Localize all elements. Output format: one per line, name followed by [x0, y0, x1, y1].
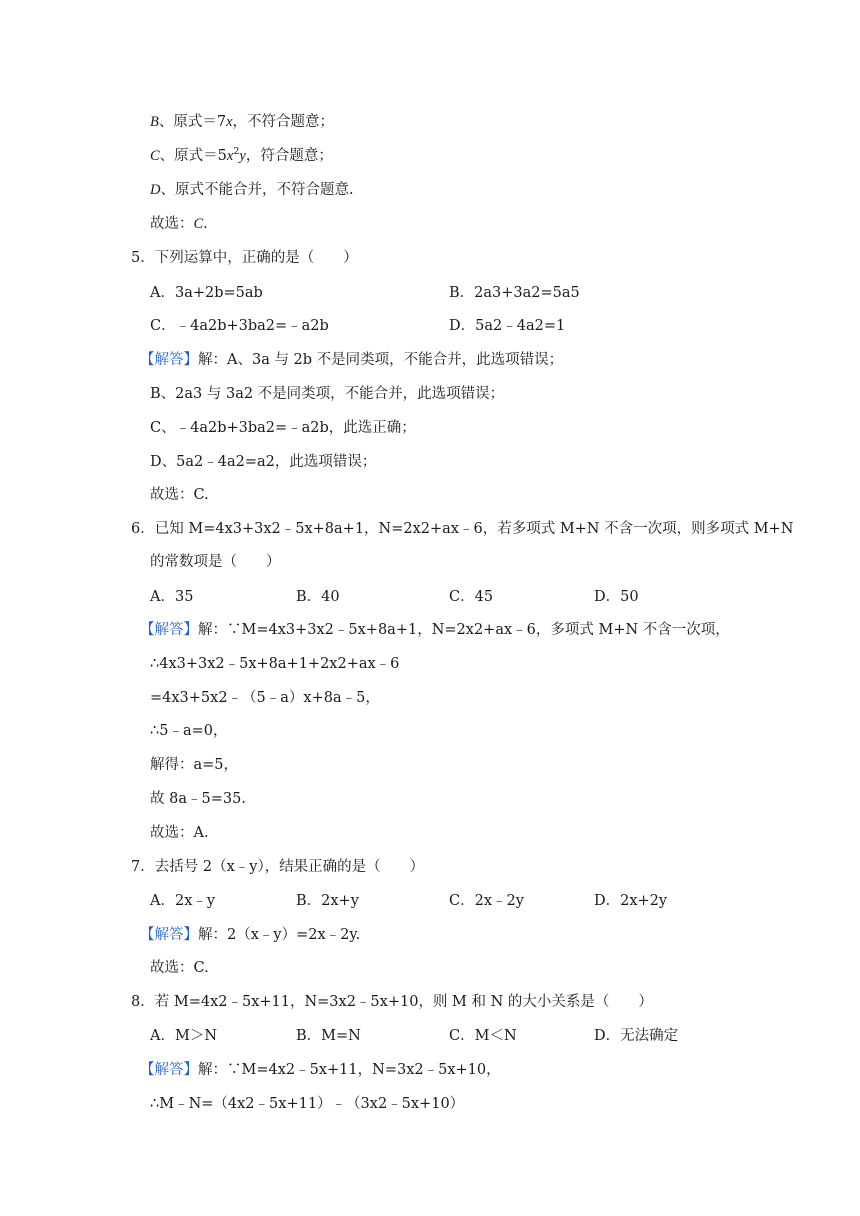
- q5-solution-d: D、5a2﹣4a2=a2，此选项错误；: [150, 454, 377, 470]
- q6-option-b: B．40: [296, 589, 340, 605]
- q4-answer: 故选：C.: [150, 216, 208, 232]
- q8-option-b: B．M=N: [296, 1028, 361, 1044]
- q6-stem-line1: 6．已知 M=4x3+3x2﹣5x+8a+1，N=2x2+ax﹣6，若多项式 M+N 不含一次项，则多项式 M+N: [131, 521, 794, 537]
- q7-option-a: A．2x﹣y: [150, 893, 216, 909]
- q6-solution-line3: =4x3+5x2﹣（5﹣a）x+8a﹣5，: [150, 690, 380, 706]
- q6-answer: 故选：A.: [150, 825, 209, 841]
- q6-solution-line6: 故 8a﹣5=35.: [150, 791, 246, 807]
- solution-tag: 【解答】: [140, 622, 198, 638]
- q8-option-c: C．M＜N: [449, 1028, 517, 1044]
- q6-stem-line2: 的常数项是（ ）: [150, 554, 281, 570]
- q6-solution-line5: 解得：a=5，: [150, 757, 239, 773]
- q7-answer: 故选：C.: [150, 960, 209, 976]
- q6-option-c: C．45: [449, 589, 494, 605]
- q6-option-d: D．50: [594, 589, 639, 605]
- q5-answer: 故选：C.: [150, 487, 209, 503]
- q5-option-d: D．5a2﹣4a2=1: [449, 318, 566, 334]
- q8-stem: 8．若 M=4x2﹣5x+11，N=3x2﹣5x+10，则 M 和 N 的大小关系是（ ）: [131, 994, 653, 1010]
- q4-solution-c: C、原式$=5x^2y$，符合题意；: [150, 146, 333, 164]
- q7-option-c: C．2x﹣2y: [449, 893, 524, 909]
- q6-option-a: A．35: [150, 589, 194, 605]
- solution-tag: 【解答】: [140, 352, 198, 368]
- q6-solution-line2: ∴4x3+3x2﹣5x+8a+1+2x2+ax﹣6: [150, 656, 400, 672]
- q5-solution-b: B、2a3 与 3a2 不是同类项，不能合并，此选项错误；: [150, 386, 505, 402]
- q4-solution-b: B、原式＝7x，不符合题意；: [150, 114, 335, 130]
- q8-option-d: D．无法确定: [594, 1028, 679, 1044]
- q5-option-a: A．3a+2b=5ab: [150, 285, 263, 301]
- q8-solution-line1: 【解答】解：∵M=4x2﹣5x+11，N=3x2﹣5x+10，: [140, 1062, 501, 1078]
- q6-solution-line1: 【解答】解：∵M=4x3+3x2﹣5x+8a+1，N=2x2+ax﹣6，多项式 M+N 不含一次项，: [140, 622, 730, 638]
- solution-tag: 【解答】: [140, 927, 198, 943]
- q5-solution-c: C、﹣4a2b+3ba2=﹣a2b，此选正确；: [150, 420, 416, 436]
- q7-option-b: B．2x+y: [296, 893, 359, 909]
- q8-option-a: A．M＞N: [150, 1028, 218, 1044]
- q8-solution-line2: ∴M﹣N=（4x2﹣5x+11）﹣（3x2﹣5x+10）: [150, 1096, 465, 1112]
- q7-option-d: D．2x+2y: [594, 893, 668, 909]
- q5-stem: 5．下列运算中，正确的是（ ）: [131, 250, 358, 266]
- q6-solution-line4: ∴5﹣a=0，: [150, 723, 228, 739]
- q5-solution-a: 【解答】解：A、3a 与 2b 不是同类项，不能合并，此选项错误；: [140, 352, 564, 368]
- solution-tag: 【解答】: [140, 1062, 198, 1078]
- q7-solution: 【解答】解：2（x﹣y）=2x﹣2y.: [140, 927, 361, 943]
- q4-solution-d: D、原式不能合并，不符合题意.: [150, 182, 354, 198]
- q5-option-b: B．2a3+3a2=5a5: [449, 285, 580, 301]
- q7-stem: 7．去括号 2（x﹣y），结果正确的是（ ）: [131, 859, 425, 875]
- q5-option-c: C．﹣4a2b+3ba2=﹣a2b: [150, 318, 329, 334]
